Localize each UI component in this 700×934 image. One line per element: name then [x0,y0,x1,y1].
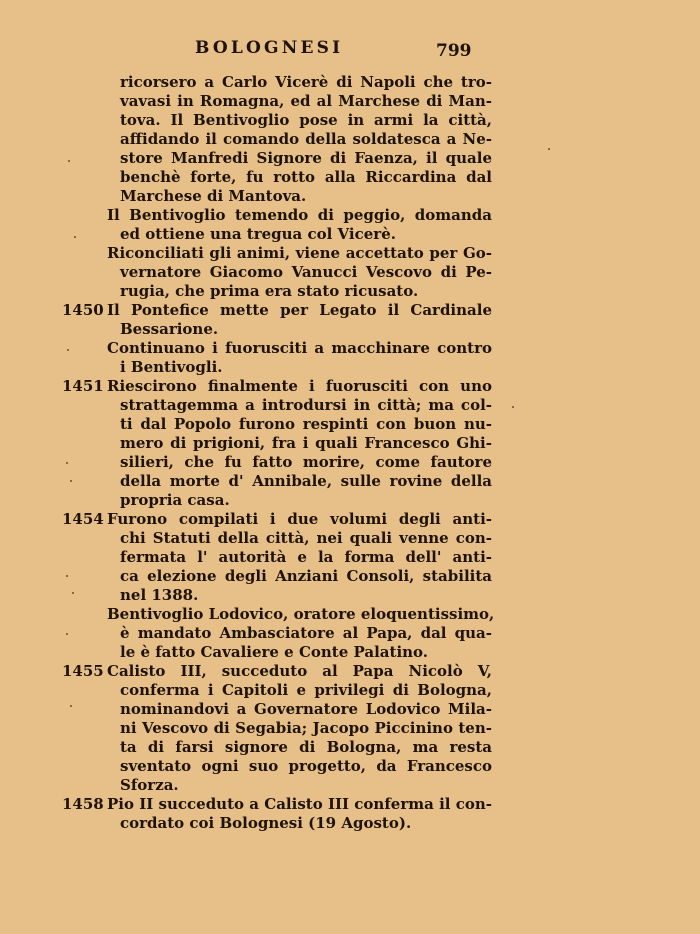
scan-speck [70,705,72,707]
scan-speck [66,633,68,635]
text-line: ca elezione degli Anziani Consoli, stabilita [120,567,492,585]
text-line: Marchese di Mantova. [120,187,307,205]
text-line: Bentivoglio Lodovico, oratore eloquentissimo, [107,605,495,623]
scan-speck [70,480,72,482]
text-line: store Manfredi Signore di Faenza, il quale [120,149,492,167]
text-line: Il Bentivoglio temendo di peggio, domanda [107,206,492,224]
year-label: 1451 [62,377,104,395]
text-line: conferma i Capitoli e privilegi di Bologna, [120,681,492,699]
text-line: benchè forte, fu rotto alla Riccardina dal [120,168,492,186]
text-line: i Bentivogli. [120,358,223,376]
year-label: 1455 [62,662,104,680]
text-line: chi Statuti della città, nei quali venne con- [120,529,492,547]
year-label: 1458 [62,795,104,813]
scan-speck [67,349,69,351]
text-line: strattagemma a introdursi in città; ma col- [120,396,492,414]
text-line: ed ottiene una tregua col Vicerè. [120,225,396,243]
text-line: ta di farsi signore di Bologna, ma resta [120,738,492,756]
text-line: Riconciliati gli animi, viene accettato per Go- [107,244,492,262]
scan-speck [66,575,68,577]
text-line: rugia, che prima era stato ricusato. [120,282,419,300]
text-line: tova. Il Bentivoglio pose in armi la città, [120,111,492,129]
text-line: ricorsero a Carlo Vicerè di Napoli che tro- [120,73,492,91]
text-line: nominandovi a Governatore Lodovico Mila- [120,700,492,718]
text-line: fermata l' autorità e la forma dell' anti- [120,548,492,566]
text-line: affidando il comando della soldatesca a Ne- [120,130,492,148]
text-line: mero di prigioni, fra i quali Francesco Ghi- [120,434,492,452]
page-number: 799 [436,41,472,61]
text-line: Calisto III, succeduto al Papa Nicolò V, [107,662,492,680]
text-line: Continuano i fuorusciti a macchinare contro [107,339,492,357]
year-label: 1450 [62,301,104,319]
text-line: propria casa. [120,491,230,509]
running-title: BOLOGNESI [195,38,344,58]
text-line: della morte d' Annibale, sulle rovine della [120,472,492,490]
text-line: ni Vescovo di Segabia; Jacopo Piccinino ten- [120,719,492,737]
text-line: Sforza. [120,776,179,794]
text-line: silieri, che fu fatto morire, come fautore [120,453,492,471]
text-line: cordato coi Bolognesi (19 Agosto). [120,814,412,832]
text-line: Bessarione. [120,320,219,338]
text-line: ti dal Popolo furono respinti con buon nu- [120,415,492,433]
text-line: Furono compilati i due volumi degli anti- [107,510,492,528]
text-line: Riescirono finalmente i fuorusciti con uno [107,377,492,395]
scan-speck [66,462,68,464]
scan-speck [74,236,76,238]
text-line: vavasi in Romagna, ed al Marchese di Man- [120,92,492,110]
scan-speck [72,592,74,594]
text-line: nel 1388. [120,586,199,604]
year-label: 1454 [62,510,104,528]
text-line: sventato ogni suo progetto, da Francesco [120,757,492,775]
scan-speck [512,406,514,408]
text-line: Il Pontefice mette per Legato il Cardinale [107,301,492,319]
text-line: Pio II succeduto a Calisto III conferma il con- [107,795,492,813]
scan-speck [548,148,550,150]
scan-speck [68,160,70,162]
text-line: è mandato Ambasciatore al Papa, dal qua- [120,624,492,642]
text-line: le è fatto Cavaliere e Conte Palatino. [120,643,429,661]
text-line: vernatore Giacomo Vanucci Vescovo di Pe- [120,263,492,281]
